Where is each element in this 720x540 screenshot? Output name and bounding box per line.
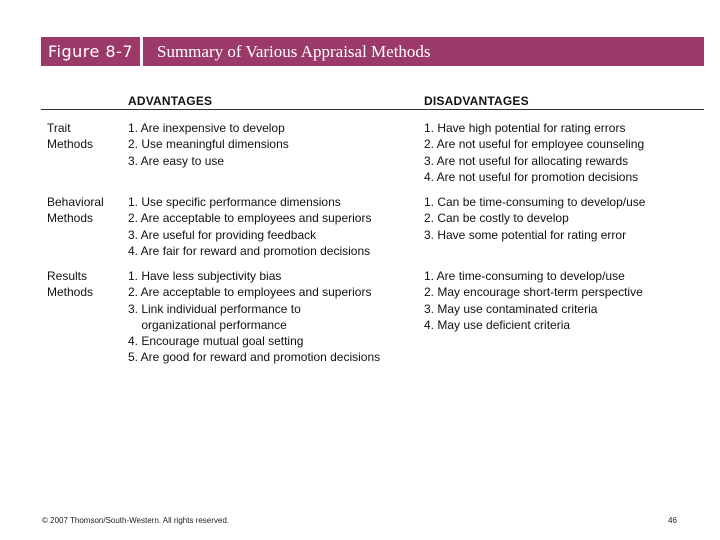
list-item: 4. Are not useful for promotion decisions <box>424 169 639 184</box>
header-rule <box>41 109 704 110</box>
list-item: 3. May use contaminated criteria <box>424 301 598 316</box>
list-item: 1. Can be time-consuming to develop/use <box>424 195 646 209</box>
list-item: 1. Are time-consuming to develop/use <box>424 269 625 283</box>
list-item: 3. Are useful for providing feedback <box>128 227 317 242</box>
advantages-heading: ADVANTAGES <box>128 94 213 108</box>
list-item: 3. Have some potential for rating error <box>424 227 627 242</box>
list-item: 2. Are not useful for employee counseling <box>424 137 645 152</box>
figure-header-bar <box>41 37 704 66</box>
trait-advantages-list <box>128 120 289 169</box>
list-item: 2. Can be costly to develop <box>424 211 569 226</box>
figure-title: Summary of Various Appraisal Methods <box>157 41 431 61</box>
copyright-notice: © 2007 Thomson/South-Western. All rights reserved. <box>42 516 230 525</box>
list-item: organizational performance <box>128 317 287 332</box>
results-disadvantages-list <box>424 268 643 333</box>
page-number: 46 <box>668 516 677 525</box>
list-item: 3. Are not useful for allocating rewards <box>424 153 629 168</box>
list-item: 1. Are inexpensive to develop <box>128 121 285 135</box>
list-item: 1. Have high potential for rating errors <box>424 121 626 135</box>
list-item: 4. Are fair for reward and promotion decisions <box>128 243 371 258</box>
list-item: 2. May encourage short-term perspective <box>424 285 643 300</box>
behavioral-advantages-list <box>128 194 371 259</box>
trait-methods-label: Trait Methods <box>47 121 94 151</box>
list-item: 2. Are acceptable to employees and superiors <box>128 211 372 226</box>
behavioral-disadvantages-list <box>424 194 645 243</box>
list-item: 4. May use deficient criteria <box>424 317 571 332</box>
list-item: 5. Are good for reward and promotion decisions <box>128 350 381 365</box>
list-item: 2. Are acceptable to employees and superiors <box>128 285 372 300</box>
disadvantages-heading: DISADVANTAGES <box>424 94 529 108</box>
figure-number: Figure 8-7 <box>47 42 134 61</box>
list-item: 4. Encourage mutual goal setting <box>128 334 304 349</box>
list-item: 3. Are easy to use <box>128 153 225 168</box>
results-advantages-list <box>128 268 380 366</box>
list-item: 3. Link individual performance to <box>128 301 301 316</box>
results-methods-label: Results Methods <box>47 269 94 299</box>
list-item: 1. Have less subjectivity bias <box>128 269 282 283</box>
trait-disadvantages-list <box>424 120 644 185</box>
list-item: 2. Use meaningful dimensions <box>128 137 289 152</box>
behavioral-methods-label: Behavioral Methods <box>47 195 104 225</box>
list-item: 1. Use specific performance dimensions <box>128 195 341 209</box>
